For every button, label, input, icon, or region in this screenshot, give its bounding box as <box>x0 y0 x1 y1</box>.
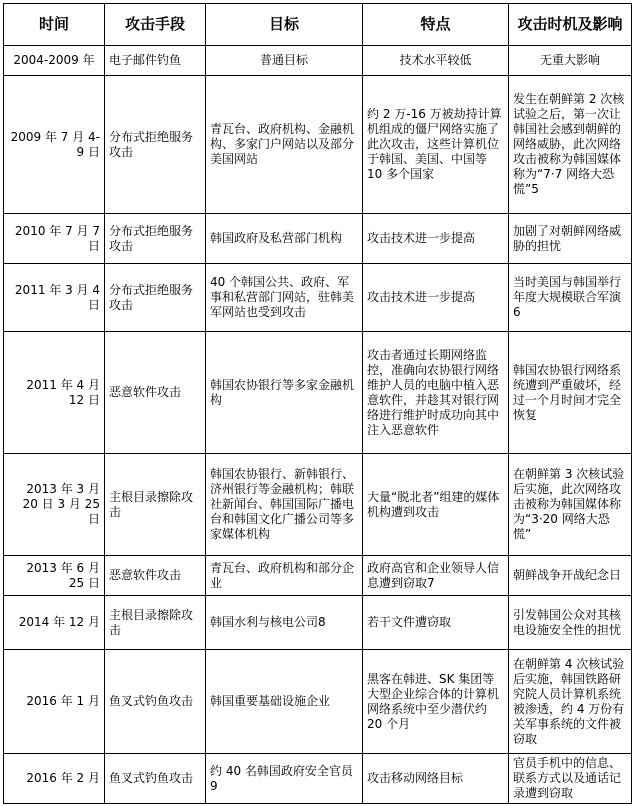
cell-attack-method: 恶意软件攻击 <box>105 556 206 596</box>
cell-impact: 朝鲜战争开战纪念日 <box>509 556 632 596</box>
cell-feature: 约 2 万-16 万被劫持计算机组成的僵尸网络实施了此次攻击，这些计算机位于韩国、美国、中国等 10 多个国家 <box>363 76 509 214</box>
cell-feature: 政府高官和企业领导人信息遭到窃取7 <box>363 556 509 596</box>
header-impact: 攻击时机及影响 <box>509 4 632 46</box>
header-target: 目标 <box>206 4 363 46</box>
table-row <box>4 76 632 214</box>
table-header-row <box>4 4 632 46</box>
cell-target: 韩国农协银行等多家金融机构 <box>206 332 363 454</box>
cell-time: 2011 年 3 月 4 日 <box>4 264 105 332</box>
cell-impact: 加剧了对朝鲜网络威胁的担忧 <box>509 214 632 264</box>
cell-feature: 大量“脱北者”组建的媒体机构遭到攻击 <box>363 454 509 556</box>
cell-attack-method: 电子邮件钓鱼 <box>105 46 206 76</box>
cell-impact: 发生在朝鲜第 2 次核试验之后，第一次让韩国社会感到朝鲜的网络威胁，此次网络攻击被称为韩国媒体称为“7·7 网络大恐慌”5 <box>509 76 632 214</box>
cell-time: 2016 年 2 月 <box>4 754 105 804</box>
cell-time: 2013 年 3 月 20 日 3 月 25 日 <box>4 454 105 556</box>
cell-target: 40 个韩国公共、政府、军事和私营部门网站，驻韩美军网站也受到攻击 <box>206 264 363 332</box>
cell-impact: 无重大影响 <box>509 46 632 76</box>
header-attack-method: 攻击手段 <box>105 4 206 46</box>
table-row <box>4 596 632 650</box>
cell-target: 约 40 名韩国政府安全官员9 <box>206 754 363 804</box>
cell-target: 普通目标 <box>206 46 363 76</box>
table-row <box>4 650 632 754</box>
table-row <box>4 46 632 76</box>
cell-attack-method: 分布式拒绝服务攻击 <box>105 76 206 214</box>
cell-time: 2013 年 6 月 25 日 <box>4 556 105 596</box>
cell-target: 青瓦台、政府机构和部分企业 <box>206 556 363 596</box>
cell-attack-method: 鱼叉式钓鱼攻击 <box>105 650 206 754</box>
cell-attack-method: 分布式拒绝服务攻击 <box>105 264 206 332</box>
table-row <box>4 214 632 264</box>
table-row <box>4 332 632 454</box>
cell-impact: 在朝鲜第 3 次核试验后实施，此次网络攻击被称为韩国媒体称为“3·20 网络大恐慌” <box>509 454 632 556</box>
cell-impact: 官员手机中的信息、联系方式以及通话记录遭到窃取 <box>509 754 632 804</box>
cell-time: 2010 年 7 月 7 日 <box>4 214 105 264</box>
cell-attack-method: 鱼叉式钓鱼攻击 <box>105 754 206 804</box>
cell-target: 韩国重要基础设施企业 <box>206 650 363 754</box>
attack-history-table <box>3 3 632 804</box>
cell-feature: 黑客在韩进、SK 集团等大型企业综合体的计算机网络系统中至少潜伏约 20 个月 <box>363 650 509 754</box>
cell-feature: 技术水平较低 <box>363 46 509 76</box>
cell-feature: 若干文件遭窃取 <box>363 596 509 650</box>
cell-time: 2016 年 1 月 <box>4 650 105 754</box>
cell-time: 2004-2009 年 <box>4 46 105 76</box>
cell-target: 韩国农协银行、新韩银行、济州银行等金融机构；韩联社新闻台、韩国国际广播电台和韩国文化广播公司等多家媒体机构 <box>206 454 363 556</box>
cell-feature: 攻击技术进一步提高 <box>363 264 509 332</box>
header-time: 时间 <box>4 4 105 46</box>
table-row <box>4 556 632 596</box>
cell-attack-method: 主根目录擦除攻击 <box>105 454 206 556</box>
cell-time: 2014 年 12 月 <box>4 596 105 650</box>
cell-target: 韩国政府及私营部门机构 <box>206 214 363 264</box>
cell-impact: 引发韩国公众对其核电设施安全性的担忧 <box>509 596 632 650</box>
cell-time: 2011 年 4 月 12 日 <box>4 332 105 454</box>
table-row <box>4 264 632 332</box>
cell-attack-method: 主根目录擦除攻击 <box>105 596 206 650</box>
cell-target: 青瓦台、政府机构、金融机构、多家门户网站以及部分美国网站 <box>206 76 363 214</box>
cell-impact: 当时美国与韩国举行年度大规模联合军演6 <box>509 264 632 332</box>
table-row <box>4 454 632 556</box>
cell-feature: 攻击技术进一步提高 <box>363 214 509 264</box>
cell-attack-method: 分布式拒绝服务攻击 <box>105 214 206 264</box>
cell-attack-method: 恶意软件攻击 <box>105 332 206 454</box>
cell-impact: 在朝鲜第 4 次核试验后实施，韩国铁路研究院人员计算机系统被渗透，约 4 万份有关军事系统的文件被窃取 <box>509 650 632 754</box>
table-row <box>4 754 632 804</box>
cell-impact: 韩国农协银行网络系统遭到严重破坏，经过一个月时间才完全恢复 <box>509 332 632 454</box>
cell-feature: 攻击者通过长期网络监控，准确向农协银行网络维护人员的电脑中植入恶意软件，并趁其对银行网络进行维护时成功向其中注入恶意软件 <box>363 332 509 454</box>
cell-feature: 攻击移动网络目标 <box>363 754 509 804</box>
cell-target: 韩国水利与核电公司8 <box>206 596 363 650</box>
header-feature: 特点 <box>363 4 509 46</box>
cell-time: 2009 年 7 月 4-9 日 <box>4 76 105 214</box>
